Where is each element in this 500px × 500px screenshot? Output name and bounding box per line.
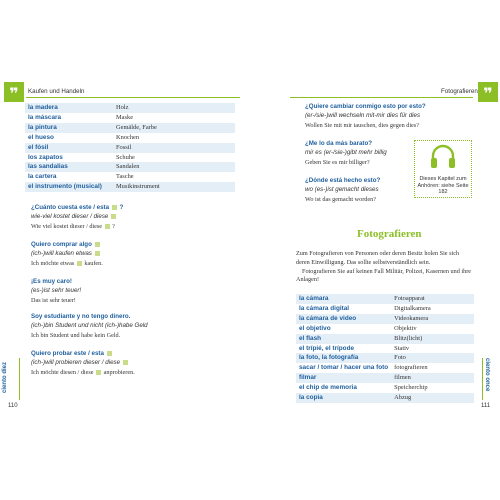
left-side-label: ciento diez xyxy=(2,361,8,393)
vocab-german: Musikinstrument xyxy=(113,182,235,192)
slot-icon xyxy=(95,251,100,256)
vocab-german: Digitalkamera xyxy=(391,304,474,314)
vocab-german: Fotoapparat xyxy=(391,294,474,304)
phrase-german: Wollen Sie mit mir tauschen, dies gegen dies? xyxy=(305,121,419,129)
right-side-rule xyxy=(482,358,483,400)
vocab-row xyxy=(25,162,235,172)
phrase-spanish: ¿Cuánto cuesta este / esta ? xyxy=(31,204,124,211)
phrase-block xyxy=(31,277,231,305)
vocab-german: Schuhe xyxy=(113,153,235,163)
vocab-spanish: el fósil xyxy=(25,143,113,153)
vocab-german: Fossil xyxy=(113,143,235,153)
left-page-number: 110 xyxy=(8,403,18,409)
vocab-row xyxy=(296,344,474,354)
vocab-german: Knochen xyxy=(113,133,235,143)
right-vocab-table xyxy=(296,294,474,403)
vocab-german: fotografieren xyxy=(391,363,474,373)
vocab-spanish: la foto, la fotografía xyxy=(296,353,391,363)
left-header-title: Kaufen und Handeln xyxy=(28,88,85,95)
quote-icon: ❞ xyxy=(4,82,24,102)
phrase-german: Geben Sie es mir billiger? xyxy=(305,158,370,166)
vocab-spanish: el trípié, el trípode xyxy=(296,344,391,354)
phrase-spanish: ¿Me lo da más barato? xyxy=(305,140,373,147)
phrase-literal: wo (es-)ist gemacht dieses xyxy=(305,186,379,194)
vocab-spanish: la cámara de video xyxy=(296,314,391,324)
vocab-spanish: la pintura xyxy=(25,123,113,133)
vocab-spanish: la cámara xyxy=(296,294,391,304)
vocab-german: Tasche xyxy=(113,172,235,182)
phrase-spanish: ¡Es muy caro! xyxy=(31,278,72,285)
vocab-row xyxy=(25,113,235,123)
quote-icon: ❞ xyxy=(478,82,498,102)
vocab-german: Foto xyxy=(391,353,474,363)
vocab-spanish: los zapatos xyxy=(25,153,113,163)
phrase-german: Wo ist das gemacht worden? xyxy=(305,195,376,203)
vocab-german: Videokamera xyxy=(391,314,474,324)
slot-icon xyxy=(95,242,100,247)
vocab-row xyxy=(296,314,474,324)
phrase-literal: mir es (er-/sie-)gibt mehr billig xyxy=(305,149,387,157)
phrase-spanish: Soy estudiante y no tengo dinero. xyxy=(31,313,131,320)
right-header-rule xyxy=(290,97,473,98)
phrase-german: Ich möchte etwas kaufen. xyxy=(31,259,103,267)
phrase-literal: (es-)ist sehr teuer! xyxy=(31,287,82,295)
slot-icon xyxy=(123,360,128,365)
vocab-row xyxy=(25,182,235,192)
vocab-row xyxy=(296,363,474,373)
vocab-spanish: filmar xyxy=(296,373,391,383)
phrase-block xyxy=(31,349,231,377)
slot-icon xyxy=(111,214,116,219)
right-page-number: 111 xyxy=(481,403,491,409)
vocab-row xyxy=(296,324,474,334)
vocab-spanish: el chip de memoria xyxy=(296,383,391,393)
phrase-literal: (ich-)bin Student und nicht (ich-)habe Geld xyxy=(31,322,148,330)
vocab-spanish: la madera xyxy=(25,103,113,113)
phrase-block xyxy=(305,139,415,167)
vocab-german: Holz xyxy=(113,103,235,113)
vocab-german: Maske xyxy=(113,113,235,123)
vocab-german: filmen xyxy=(391,373,474,383)
vocab-row xyxy=(296,393,474,403)
vocab-german: Gemälde, Farbe xyxy=(113,123,235,133)
phrase-block xyxy=(31,240,231,268)
slot-icon xyxy=(107,351,112,356)
body-paragraph: Fotografieren Sie auf keinen Fall Militär, Polizei, Kasernen und ihre Anlagen! xyxy=(296,267,472,284)
vocab-german: Sandalen xyxy=(113,162,235,172)
phrase-german: Das ist sehr teuer! xyxy=(31,296,76,304)
vocab-row xyxy=(296,373,474,383)
phrase-german: Ich bin Student und habe kein Geld. xyxy=(31,331,121,339)
right-header-title: Fotografieren xyxy=(441,88,478,95)
vocab-spanish: el objetivo xyxy=(296,324,391,334)
vocab-row xyxy=(25,103,235,113)
vocab-spanish: la cámara digital xyxy=(296,304,391,314)
vocab-row xyxy=(25,153,235,163)
phrase-spanish: Quiero probar este / esta xyxy=(31,349,231,358)
slot-icon xyxy=(77,261,82,266)
vocab-german: Objektiv xyxy=(391,324,474,334)
vocab-german: Speicherchip xyxy=(391,383,474,393)
audio-note-text: Dieses Kapitel zum Anhören: siehe Seite 182 xyxy=(417,176,469,196)
left-header-rule xyxy=(26,97,240,98)
vocab-spanish: el hueso xyxy=(25,133,113,143)
vocab-row xyxy=(296,353,474,363)
phrase-block xyxy=(305,102,485,130)
vocab-row xyxy=(25,133,235,143)
left-vocab-table xyxy=(25,103,235,192)
vocab-german: Blitz(licht) xyxy=(391,334,474,344)
vocab-spanish: el instrumento (musical) xyxy=(25,182,113,192)
vocab-german: Abzug xyxy=(391,393,474,403)
vocab-spanish: las sandalias xyxy=(25,162,113,172)
vocab-spanish: la copia xyxy=(296,393,391,403)
vocab-german: Stativ xyxy=(391,344,474,354)
phrase-literal: (ich-)will kaufen etwas xyxy=(31,249,231,258)
right-side-label: ciento once xyxy=(484,358,490,392)
slot-icon xyxy=(105,224,110,229)
vocab-spanish: sacar / tomar / hacer una foto xyxy=(296,363,391,373)
phrase-german: Wie viel kostet dieser / diese ? xyxy=(31,222,115,230)
section-body xyxy=(296,250,474,285)
phrase-block xyxy=(31,312,231,340)
phrase-spanish: Quiero comprar algo xyxy=(31,240,231,249)
left-side-rule xyxy=(19,358,20,400)
vocab-row xyxy=(25,143,235,153)
phrase-literal: wie-viel kostet dieser / diese xyxy=(31,212,231,221)
vocab-spanish: la máscara xyxy=(25,113,113,123)
phrase-block xyxy=(305,176,415,204)
vocab-row xyxy=(296,304,474,314)
vocab-row xyxy=(25,172,235,182)
slot-icon xyxy=(112,205,117,210)
section-title: Fotografieren xyxy=(357,228,422,240)
vocab-spanish: la cartera xyxy=(25,172,113,182)
phrase-spanish: ¿Quiere cambiar conmigo esto por esto? xyxy=(305,103,426,110)
body-paragraph: Zum Fotografieren von Personen oder deren Besitz holen Sie sich deren Einwilligung. Das sollte selbstverständlich sein. xyxy=(296,250,460,266)
headphones-icon xyxy=(428,142,458,172)
vocab-spanish: el flash xyxy=(296,334,391,344)
phrase-block xyxy=(31,203,231,231)
vocab-row xyxy=(296,294,474,304)
phrase-literal: (er-/sie-)will wechseln mit-mir dies für dies xyxy=(305,112,421,120)
vocab-row xyxy=(296,334,474,344)
vocab-row xyxy=(25,123,235,133)
slot-icon xyxy=(96,370,101,375)
vocab-row xyxy=(296,383,474,393)
phrase-literal: (ich-)will probieren dieser / diese xyxy=(31,358,231,367)
phrase-german: Ich möchte diesen / diese anprobieren. xyxy=(31,368,135,376)
phrase-spanish: ¿Dónde está hecho esto? xyxy=(305,177,381,184)
